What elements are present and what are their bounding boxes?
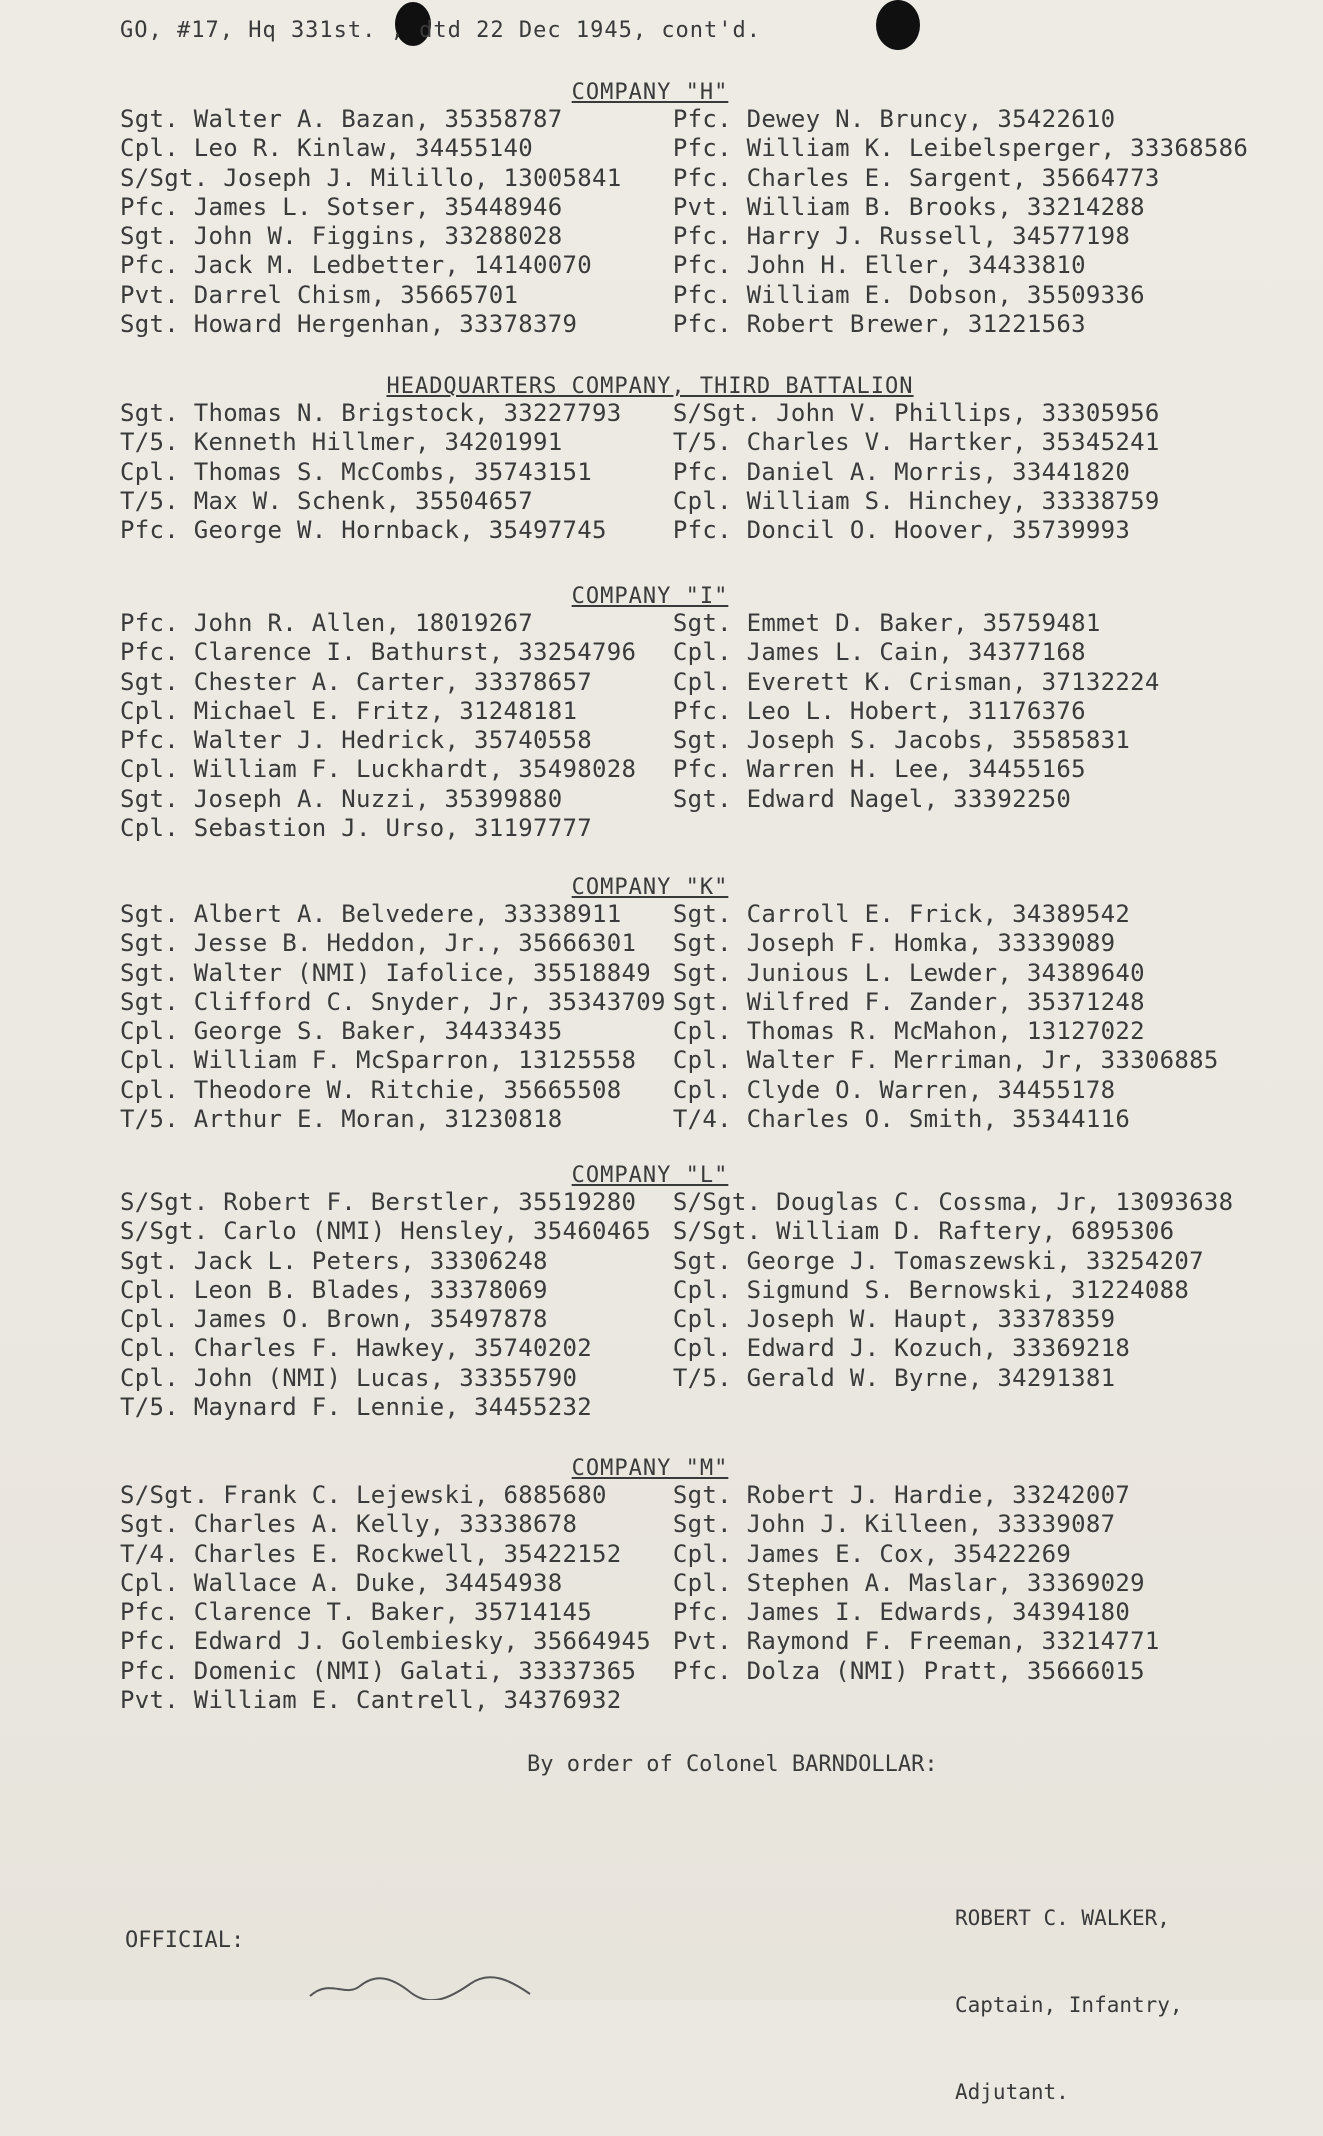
roster-entry: T/4. Charles O. Smith, 35344116 bbox=[672, 1105, 1131, 1134]
roster-entry: T/5. Max W. Schenk, 35504657 bbox=[120, 486, 533, 515]
roster-entry: Sgt. Jack L. Peters, 33306248 bbox=[120, 1246, 548, 1275]
roster-entry: Cpl. James L. Cain, 34377168 bbox=[672, 638, 1086, 667]
section-title: COMPANY "H" bbox=[571, 80, 729, 105]
roster-entry: Sgt. Joseph S. Jacobs, 35585831 bbox=[672, 726, 1131, 755]
roster-entry: Cpl. James E. Cox, 35422269 bbox=[672, 1539, 1072, 1568]
signature-title: Adjutant. bbox=[955, 2080, 1069, 2104]
roster-entry: S/Sgt. Douglas C. Cossma, Jr, 13093638 bbox=[672, 1188, 1234, 1216]
roster-entry: Cpl. William F. McSparron, 13125558 bbox=[120, 1046, 637, 1075]
roster-entry: S/Sgt. Frank C. Lejewski, 6885680 bbox=[120, 1481, 607, 1509]
section-company-l bbox=[120, 1163, 1260, 1422]
roster-entry: Sgt. Walter A. Bazan, 35358787 bbox=[120, 105, 563, 133]
authority-line: By order of Colonel BARNDOLLAR: bbox=[527, 1752, 938, 1777]
roster-entry: Sgt. Robert J. Hardie, 33242007 bbox=[672, 1481, 1131, 1509]
order-header: GO, #17, Hq 331st. , dtd 22 Dec 1945, cont'd. bbox=[120, 18, 762, 43]
roster-entry: Sgt. Howard Hergenhan, 33378379 bbox=[120, 310, 578, 339]
roster-entry: T/5. Arthur E. Moran, 31230818 bbox=[120, 1105, 563, 1134]
roster-entry: T/4. Charles E. Rockwell, 35422152 bbox=[120, 1539, 622, 1568]
roster-entry: Sgt. Jesse B. Heddon, Jr., 35666301 bbox=[120, 929, 637, 958]
roster-entry: S/Sgt. Robert F. Berstler, 35519280 bbox=[120, 1188, 637, 1216]
roster-entry: Sgt. Walter (NMI) Iafolice, 35518849 bbox=[120, 958, 651, 987]
roster-entry: Pfc. Harry J. Russell, 34577198 bbox=[672, 222, 1131, 251]
roster-entry: Sgt. Joseph A. Nuzzi, 35399880 bbox=[120, 784, 563, 813]
section-title: COMPANY "I" bbox=[571, 584, 729, 609]
handwritten-signature bbox=[300, 1968, 600, 2000]
official-label: OFFICIAL: bbox=[125, 1928, 245, 1953]
section-title: COMPANY "L" bbox=[571, 1163, 729, 1188]
roster-entry: Pfc. Warren H. Lee, 34455165 bbox=[672, 755, 1086, 784]
roster-entry: Pvt. Raymond F. Freeman, 33214771 bbox=[672, 1627, 1160, 1656]
roster-entry: Cpl. Theodore W. Ritchie, 35665508 bbox=[120, 1075, 622, 1104]
roster-entry: T/5. Kenneth Hillmer, 34201991 bbox=[120, 428, 563, 457]
signature-block bbox=[955, 1846, 1183, 2136]
roster-entry: Pfc. Clarence T. Baker, 35714145 bbox=[120, 1598, 592, 1627]
right-column bbox=[673, 105, 1260, 339]
roster-entry: Pvt. William E. Cantrell, 34376932 bbox=[120, 1686, 622, 1715]
roster-entry: Cpl. Thomas S. McCombs, 35743151 bbox=[120, 457, 592, 486]
roster-entry: Cpl. James O. Brown, 35497878 bbox=[120, 1305, 548, 1334]
roster-entry: Sgt. Clifford C. Snyder, Jr, 35343709 bbox=[120, 987, 666, 1016]
section-title: HEADQUARTERS COMPANY, THIRD BATTALION bbox=[386, 374, 914, 399]
roster-entry: Cpl. Thomas R. McMahon, 13127022 bbox=[672, 1017, 1145, 1046]
roster-entry: Pfc. John R. Allen, 18019267 bbox=[120, 609, 533, 637]
roster-entry: Cpl. Walter F. Merriman, Jr, 33306885 bbox=[672, 1046, 1219, 1075]
roster-entry: Pfc. Robert Brewer, 31221563 bbox=[672, 310, 1086, 339]
punch-hole-right bbox=[876, 0, 920, 50]
roster-entry: Pfc. James L. Sotser, 35448946 bbox=[120, 192, 563, 221]
roster-entry: Cpl. Stephen A. Maslar, 33369029 bbox=[672, 1568, 1145, 1597]
section-company-k bbox=[120, 875, 1260, 1134]
roster-entry: Pfc. Jack M. Ledbetter, 14140070 bbox=[120, 251, 592, 280]
roster-entry: Pfc. Daniel A. Morris, 33441820 bbox=[672, 457, 1131, 486]
roster-entry: Sgt. Thomas N. Brigstock, 33227793 bbox=[120, 399, 622, 427]
roster-entry: Cpl. Charles F. Hawkey, 35740202 bbox=[120, 1334, 592, 1363]
roster-entry: S/Sgt. Carlo (NMI) Hensley, 35460465 bbox=[120, 1217, 651, 1246]
roster-entry: S/Sgt. John V. Phillips, 33305956 bbox=[672, 399, 1160, 427]
roster-entry: Sgt. Wilfred F. Zander, 35371248 bbox=[672, 987, 1145, 1016]
section-company-h bbox=[120, 80, 1260, 339]
roster-entry: Pfc. Leo L. Hobert, 31176376 bbox=[672, 696, 1086, 725]
roster-entry: Sgt. Joseph F. Homka, 33339089 bbox=[672, 929, 1116, 958]
roster-entry: Sgt. Chester A. Carter, 33378657 bbox=[120, 667, 592, 696]
section-headquarters-third-battalion bbox=[120, 374, 1260, 545]
roster-entry: Pfc. Edward J. Golembiesky, 35664945 bbox=[120, 1627, 651, 1656]
right-column bbox=[673, 1481, 1260, 1715]
roster-entry: Pfc. Walter J. Hedrick, 35740558 bbox=[120, 726, 592, 755]
left-column bbox=[120, 1481, 673, 1715]
roster-entry: Pfc. Dolza (NMI) Pratt, 35666015 bbox=[672, 1656, 1145, 1685]
roster-entry: Sgt. George J. Tomaszewski, 33254207 bbox=[672, 1246, 1204, 1275]
roster-entry: Pvt. William B. Brooks, 33214288 bbox=[672, 192, 1145, 221]
roster-entry: Pfc. Charles E. Sargent, 35664773 bbox=[672, 163, 1160, 192]
roster-entry: Sgt. John J. Killeen, 33339087 bbox=[672, 1510, 1116, 1539]
left-column bbox=[120, 609, 673, 843]
signature-rank: Captain, Infantry, bbox=[955, 1993, 1183, 2017]
roster-entry: Cpl. Joseph W. Haupt, 33378359 bbox=[672, 1305, 1116, 1334]
left-column bbox=[120, 1188, 673, 1422]
right-column bbox=[673, 399, 1260, 545]
roster-entry: Sgt. Albert A. Belvedere, 33338911 bbox=[120, 900, 622, 928]
roster-entry: Cpl. Leo R. Kinlaw, 34455140 bbox=[120, 134, 533, 163]
roster-entry: Sgt. Junious L. Lewder, 34389640 bbox=[672, 958, 1145, 987]
roster-entry: Cpl. William S. Hinchey, 33338759 bbox=[672, 486, 1160, 515]
right-column bbox=[673, 900, 1260, 1134]
left-column bbox=[120, 399, 673, 545]
roster-entry: Pvt. Darrel Chism, 35665701 bbox=[120, 280, 519, 309]
roster-entry: T/5. Gerald W. Byrne, 34291381 bbox=[672, 1363, 1116, 1392]
roster-entry: Pfc. William K. Leibelsperger, 33368586 bbox=[672, 134, 1249, 163]
roster-entry: Cpl. George S. Baker, 34433435 bbox=[120, 1017, 563, 1046]
roster-entry: Pfc. Domenic (NMI) Galati, 33337365 bbox=[120, 1656, 637, 1685]
section-title: COMPANY "M" bbox=[571, 1456, 729, 1481]
roster-entry: Pfc. Dewey N. Bruncy, 35422610 bbox=[672, 105, 1116, 133]
roster-entry: Pfc. John H. Eller, 34433810 bbox=[672, 251, 1086, 280]
roster-entry: Cpl. Edward J. Kozuch, 33369218 bbox=[672, 1334, 1131, 1363]
section-company-i bbox=[120, 584, 1260, 843]
roster-entry: Cpl. Wallace A. Duke, 34454938 bbox=[120, 1568, 563, 1597]
section-company-m bbox=[120, 1456, 1260, 1715]
roster-entry: S/Sgt. William D. Raftery, 6895306 bbox=[672, 1217, 1175, 1246]
roster-entry: Cpl. Clyde O. Warren, 34455178 bbox=[672, 1075, 1116, 1104]
roster-entry: Cpl. John (NMI) Lucas, 33355790 bbox=[120, 1363, 578, 1392]
left-column bbox=[120, 900, 673, 1134]
roster-entry: Cpl. Michael E. Fritz, 31248181 bbox=[120, 696, 578, 725]
roster-entry: Cpl. Everett K. Crisman, 37132224 bbox=[672, 667, 1160, 696]
right-column bbox=[673, 1188, 1260, 1422]
roster-entry: Cpl. William F. Luckhardt, 35498028 bbox=[120, 755, 637, 784]
roster-entry: Pfc. Clarence I. Bathurst, 33254796 bbox=[120, 638, 637, 667]
roster-entry: Pfc. James I. Edwards, 34394180 bbox=[672, 1598, 1131, 1627]
roster-entry: Sgt. Emmet D. Baker, 35759481 bbox=[672, 609, 1101, 637]
section-title: COMPANY "K" bbox=[571, 875, 729, 900]
roster-entry: Cpl. Sebastion J. Urso, 31197777 bbox=[120, 814, 592, 843]
roster-entry: Sgt. Edward Nagel, 33392250 bbox=[672, 784, 1072, 813]
roster-entry: Pfc. Doncil O. Hoover, 35739993 bbox=[672, 516, 1131, 545]
signature-name: ROBERT C. WALKER, bbox=[955, 1906, 1170, 1930]
roster-entry: T/5. Maynard F. Lennie, 34455232 bbox=[120, 1393, 592, 1422]
roster-entry: Sgt. John W. Figgins, 33288028 bbox=[120, 222, 563, 251]
roster-entry: Sgt. Carroll E. Frick, 34389542 bbox=[672, 900, 1131, 928]
right-column bbox=[673, 609, 1260, 843]
left-column bbox=[120, 105, 673, 339]
roster-entry: T/5. Charles V. Hartker, 35345241 bbox=[672, 428, 1160, 457]
roster-entry: Pfc. William E. Dobson, 35509336 bbox=[672, 280, 1145, 309]
roster-entry: Cpl. Leon B. Blades, 33378069 bbox=[120, 1275, 548, 1304]
roster-entry: Pfc. George W. Hornback, 35497745 bbox=[120, 516, 607, 545]
roster-entry: S/Sgt. Joseph J. Milillo, 13005841 bbox=[120, 163, 622, 192]
roster-entry: Cpl. Sigmund S. Bernowski, 31224088 bbox=[672, 1275, 1190, 1304]
roster-entry: Sgt. Charles A. Kelly, 33338678 bbox=[120, 1510, 578, 1539]
